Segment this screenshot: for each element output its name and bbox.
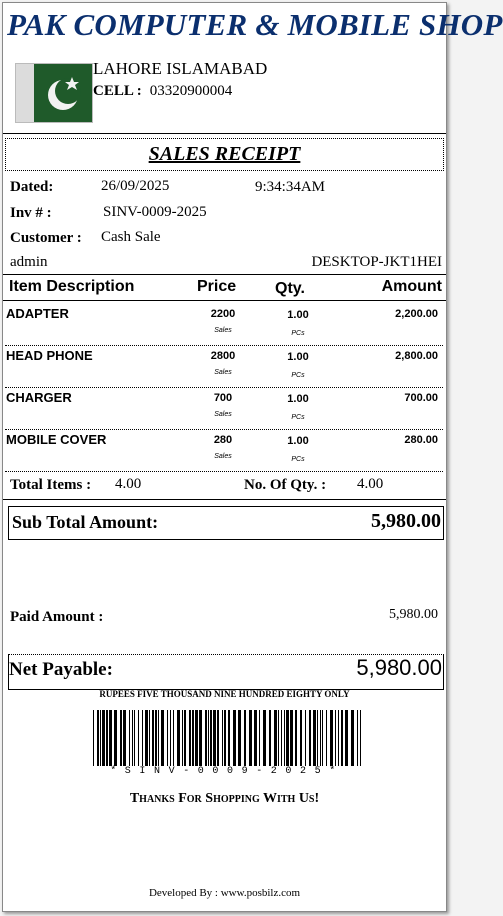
barcode-bar — [233, 710, 236, 766]
total-items-value: 4.00 — [115, 476, 142, 492]
shop-name: PAK COMPUTER & MOBILE SHOP — [7, 7, 503, 42]
total-qty-value: 4.00 — [357, 476, 384, 492]
item-qty: 1.00 — [287, 393, 309, 405]
barcode-bar — [132, 710, 133, 766]
barcode-bar — [269, 710, 271, 766]
divider — [3, 133, 446, 134]
barcode-bar — [182, 710, 183, 766]
barcode-bar — [138, 710, 139, 766]
item-price: 280 — [213, 434, 233, 446]
item-qty: 1.00 — [287, 435, 309, 447]
receipt-date: 26/09/2025 — [101, 178, 170, 194]
item-price-unit: Sales — [214, 453, 232, 460]
paid-amount-value: 5,980.00 — [389, 607, 438, 622]
barcode-bar — [281, 710, 282, 766]
col-header-amount: Amount — [381, 278, 442, 295]
barcode-bar — [205, 710, 207, 766]
customer-label: Customer : — [10, 230, 82, 246]
barcode-bar — [129, 710, 130, 766]
barcode-bar — [210, 710, 212, 766]
developer-credit: Developed By : www.posbilz.com — [148, 887, 301, 899]
barcode-bar — [106, 710, 108, 766]
item-amount: 280.00 — [404, 434, 438, 446]
barcode-bar — [317, 710, 318, 766]
row-divider — [5, 429, 443, 430]
barcode-bar — [189, 710, 191, 766]
user-name: admin — [10, 254, 48, 270]
item-price-unit: Sales — [214, 369, 232, 376]
invoice-number: SINV-0009-2025 — [103, 204, 207, 220]
barcode-bar — [177, 710, 180, 766]
barcode-bar — [173, 710, 174, 766]
net-payable-label: Net Payable: — [9, 659, 113, 680]
item-qty: 1.00 — [287, 351, 309, 363]
barcode-bar — [300, 710, 302, 766]
item-name: CHARGER — [6, 390, 72, 405]
item-price-unit: Sales — [214, 411, 232, 418]
item-qty-unit: PCs — [291, 456, 305, 463]
item-name: MOBILE COVER — [6, 432, 107, 447]
barcode-bar — [222, 710, 223, 766]
item-qty-unit: PCs — [291, 414, 305, 421]
pakistan-flag-logo — [15, 63, 93, 123]
receipt-time: 9:34:34AM — [255, 179, 326, 195]
barcode-bar — [249, 710, 252, 766]
receipt-title: SALES RECEIPT — [148, 143, 301, 165]
barcode-bar — [142, 710, 143, 766]
total-qty-label: No. Of Qty. : — [244, 477, 327, 493]
barcode-bar — [357, 710, 358, 766]
customer-name: Cash Sale — [101, 229, 161, 245]
barcode-bar — [155, 710, 157, 766]
barcode-bar — [238, 710, 241, 766]
paid-amount-label: Paid Amount : — [10, 609, 104, 625]
amount-in-words: RUPEES FIVE THOUSAND NINE HUNDRED EIGHTY ONLY — [99, 689, 350, 699]
receipt-page — [2, 2, 503, 912]
barcode-bar — [341, 710, 343, 766]
item-amount: 700.00 — [404, 392, 438, 404]
item-name: HEAD PHONE — [6, 348, 93, 363]
barcode-bar — [208, 710, 209, 766]
item-qty-unit: PCs — [291, 330, 305, 337]
col-header-price: Price — [197, 278, 237, 295]
barcode-bar — [263, 710, 266, 766]
barcode-bar — [259, 710, 260, 766]
table-header-rule — [3, 300, 446, 301]
barcode-bar — [274, 710, 277, 766]
shop-cell — [93, 83, 232, 100]
barcode-bar — [228, 710, 230, 766]
barcode-bar — [244, 710, 246, 766]
terminal-name: DESKTOP-JKT1HEI — [311, 254, 442, 270]
row-divider — [5, 387, 443, 388]
divider — [3, 499, 446, 500]
barcode-bar — [278, 710, 279, 766]
barcode-bar — [360, 710, 361, 766]
barcode-bar — [322, 710, 323, 766]
item-price: 700 — [213, 392, 233, 404]
barcode-bar — [109, 710, 112, 766]
barcode-bar — [167, 710, 168, 766]
cell-label: CELL : — [93, 83, 142, 99]
barcode-bar — [149, 710, 150, 766]
barcode-bar — [295, 710, 297, 766]
barcode-bar — [192, 710, 194, 766]
barcode-bar — [152, 710, 154, 766]
row-divider — [5, 471, 443, 472]
barcode-bar — [290, 710, 293, 766]
shop-address: LAHORE ISLAMABAD — [93, 59, 268, 78]
net-payable-value: 5,980.00 — [356, 655, 442, 680]
barcode-bar — [199, 710, 202, 766]
barcode-bar — [254, 710, 257, 766]
barcode-text: *SINV-0009-2025* — [110, 766, 344, 777]
barcode-bar — [345, 710, 348, 766]
barcode-bar — [326, 710, 327, 766]
item-amount: 2,200.00 — [395, 308, 438, 320]
item-name: ADAPTER — [6, 306, 69, 321]
barcode-bar — [145, 710, 148, 766]
barcode-bar — [217, 710, 219, 766]
item-price: 2200 — [210, 308, 236, 320]
item-price-unit: Sales — [214, 327, 232, 334]
barcode-bar — [320, 710, 321, 766]
thanks-message: Thanks For Shopping With Us! — [129, 791, 320, 806]
barcode-bar — [305, 710, 306, 766]
row-divider — [5, 345, 443, 346]
barcode-bar — [170, 710, 171, 766]
item-price: 2800 — [210, 350, 236, 362]
barcode-bar — [102, 710, 105, 766]
barcode-bar — [100, 710, 101, 766]
barcode-bar — [335, 710, 336, 766]
item-qty-unit: PCs — [291, 372, 305, 379]
col-header-item: Item Description — [9, 278, 135, 295]
subtotal-value: 5,980.00 — [371, 510, 441, 532]
barcode-bar — [161, 710, 164, 766]
barcode-bar — [158, 710, 159, 766]
barcode-bar — [184, 710, 186, 766]
item-qty: 1.00 — [287, 309, 309, 321]
barcode-bar — [114, 710, 117, 766]
barcode-bar — [97, 710, 99, 766]
barcode-bar — [284, 710, 285, 766]
barcode-bar — [123, 710, 126, 766]
inv-label: Inv # : — [10, 205, 52, 221]
barcode-bar — [313, 710, 316, 766]
barcode-bar — [93, 710, 94, 766]
item-amount: 2,800.00 — [395, 350, 438, 362]
col-header-qty: Qty. — [275, 280, 305, 297]
barcode-bar — [224, 710, 226, 766]
subtotal-label: Sub Total Amount: — [12, 512, 159, 532]
barcode-bar — [338, 710, 339, 766]
total-items-label: Total Items : — [10, 477, 92, 493]
barcode-bar — [309, 710, 311, 766]
barcode-bar — [195, 710, 198, 766]
cell-value: 03320900004 — [149, 83, 233, 99]
barcode-bar — [330, 710, 333, 766]
table-top-rule — [3, 274, 446, 275]
barcode-bar — [286, 710, 289, 766]
barcode-bar — [120, 710, 122, 766]
barcode-bar — [134, 710, 135, 766]
dated-label: Dated: — [10, 179, 54, 195]
barcode-bar — [351, 710, 354, 766]
barcode — [93, 710, 361, 766]
barcode-bar — [213, 710, 216, 766]
